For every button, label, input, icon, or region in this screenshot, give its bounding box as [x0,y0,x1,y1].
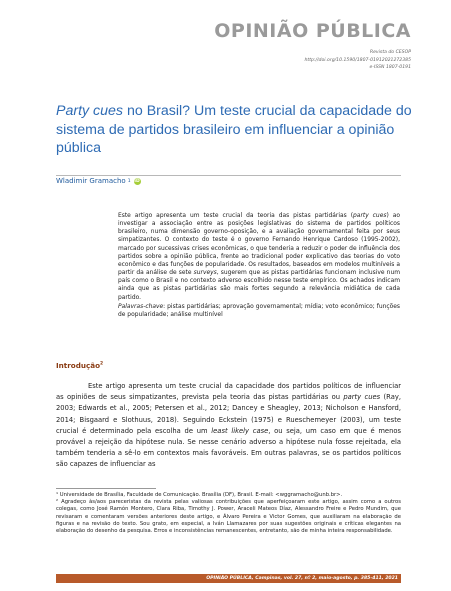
journal-meta-issn: e-ISSN 1807-0191 [369,65,411,71]
author-divider [56,175,401,176]
journal-title: OPINIÃO PÚBLICA [214,20,411,42]
intro-part: , ou seja, um caso em que é menos provável a rejeição da hipótese nula. Se nesse cenário adverso a hipótese nula fosse rejeitada, ela também tenderia a sê-lo em contextos mais favoráveis. Em outras palavras, se os partidos políticos são capazes de influenciar as [56,426,401,469]
journal-meta-doi[interactable]: http://doi.org/10.1590/1807-01912021272385 [304,57,411,63]
journal-meta-subtitle: Revista do CESOP [369,50,411,55]
section-heading-text: Introdução [56,361,101,370]
intro-paragraph [56,381,401,471]
author-line [56,177,141,185]
keywords [118,303,400,319]
abstract-italic: party cues [353,212,387,219]
journal-meta [304,49,411,72]
intro-part: (Ray, 2003; Edwards et al., 2005; Petersen et al., 2012; Dancey e Sheagley, 2013; Nicholson e Hansford, 2014; Bisgaard e Slothuus, 2018). Seguindo Eckstein (1975) e Rueschemeyer (2003), um teste crucial é determinado pela escolha de um [56,393,401,435]
article-title [56,102,416,158]
section-heading-intro [56,361,103,370]
intro-part: Este artigo apresenta um teste crucial da capacidade dos partidos políticos de influenciar as opiniões de seus simpatizantes, prevista pela teoria das pistas partidárias ou [56,382,401,402]
section-footnote-marker[interactable]: 2 [100,361,104,367]
article-title-rest: no Brasil? Um teste crucial da capacidade do sistema de partidos brasileiro em influenciar a opinião pública [56,103,412,156]
abstract-part: , sugerem que as pistas partidárias funcionam inclusive num país como o Brasil e no contexto adverso escolhido nesse teste empírico. Os achados indicam ainda que as pistas partidárias são mais fortes segundo a relevância midiática de cada partido. [118,269,400,301]
author-footnote-marker[interactable]: 1 [127,178,131,184]
article-title-italic: Party cues [56,103,124,119]
abstract-text [118,212,400,302]
abstract-italic: surveys [193,269,217,277]
keywords-label: Palavras-chave [118,302,164,310]
abstract [118,212,400,319]
intro-body [56,381,401,471]
footnote-divider [56,488,156,489]
intro-italic: least likely case [211,426,269,435]
abstract-part: ) ao investigar a associação entre as posições legislativas do sistema de partidos políticos brasileiro, numa dimensão governo-oposição, e a avaliação governamental feita por seus simpatizantes. O contexto do teste é o governo Fernando Henrique Cardoso (1995-2002), marcado por sucessivas crises econômicas, o que tenderia a reduzir o poder de influência dos partidos sobre a opinião pública, frente ao tradicional poder explicativo das teorias do voto econômico e das funções de popularidade. Os resultados, baseados em modelos multiníveis a partir da análise de sete [118,212,400,277]
orcid-icon[interactable]: iD [134,178,140,184]
footnote-2: ² Agradeço às/aos pareceristas da revista pelas valiosas contribuições que aperfeiçoaram este artigo, assim como a outros colegas, como José Ramón Montero, Clara Riba, Timothy J. Power, Araceli Mateos Díaz, Alessandro Freire e Pedro Mundim, que revisaram e comentaram versões anteriores deste artigo, e Álvaro Pereira e Victor Gomes, que auxiliaram na elaboração de figuras e na revisão do texto. Sou grato, em especial, a Iván Llamazares por suas sugestões originais e críticas elegantes na elaboração do desenho da pesquisa. Erros e inconsistências remanescentes, entretanto, são de minha inteira responsabilidade. [56,499,401,535]
footer-citation: OPINIÃO PÚBLICA, Campinas, vol. 27, nº 2, maio-agosto, p. 385-411, 2021 [56,574,401,583]
author-name[interactable]: Wladimir Gramacho [56,177,126,185]
footnote-1: ¹ Universidade de Brasília, Faculdade de Comunicação. Brasília (DF), Brasil. E-mail: <wggramacho@unb.br>. [56,492,343,498]
keywords-list: : pistas partidárias; aprovação governamental; mídia; voto econômico; funções de popularidade; análise multinível [118,302,400,318]
footnotes [56,492,401,535]
abstract-part: Este artigo apresenta um teste crucial da teoria das pistas partidárias ( [118,212,354,219]
intro-italic: party cues [343,393,381,402]
